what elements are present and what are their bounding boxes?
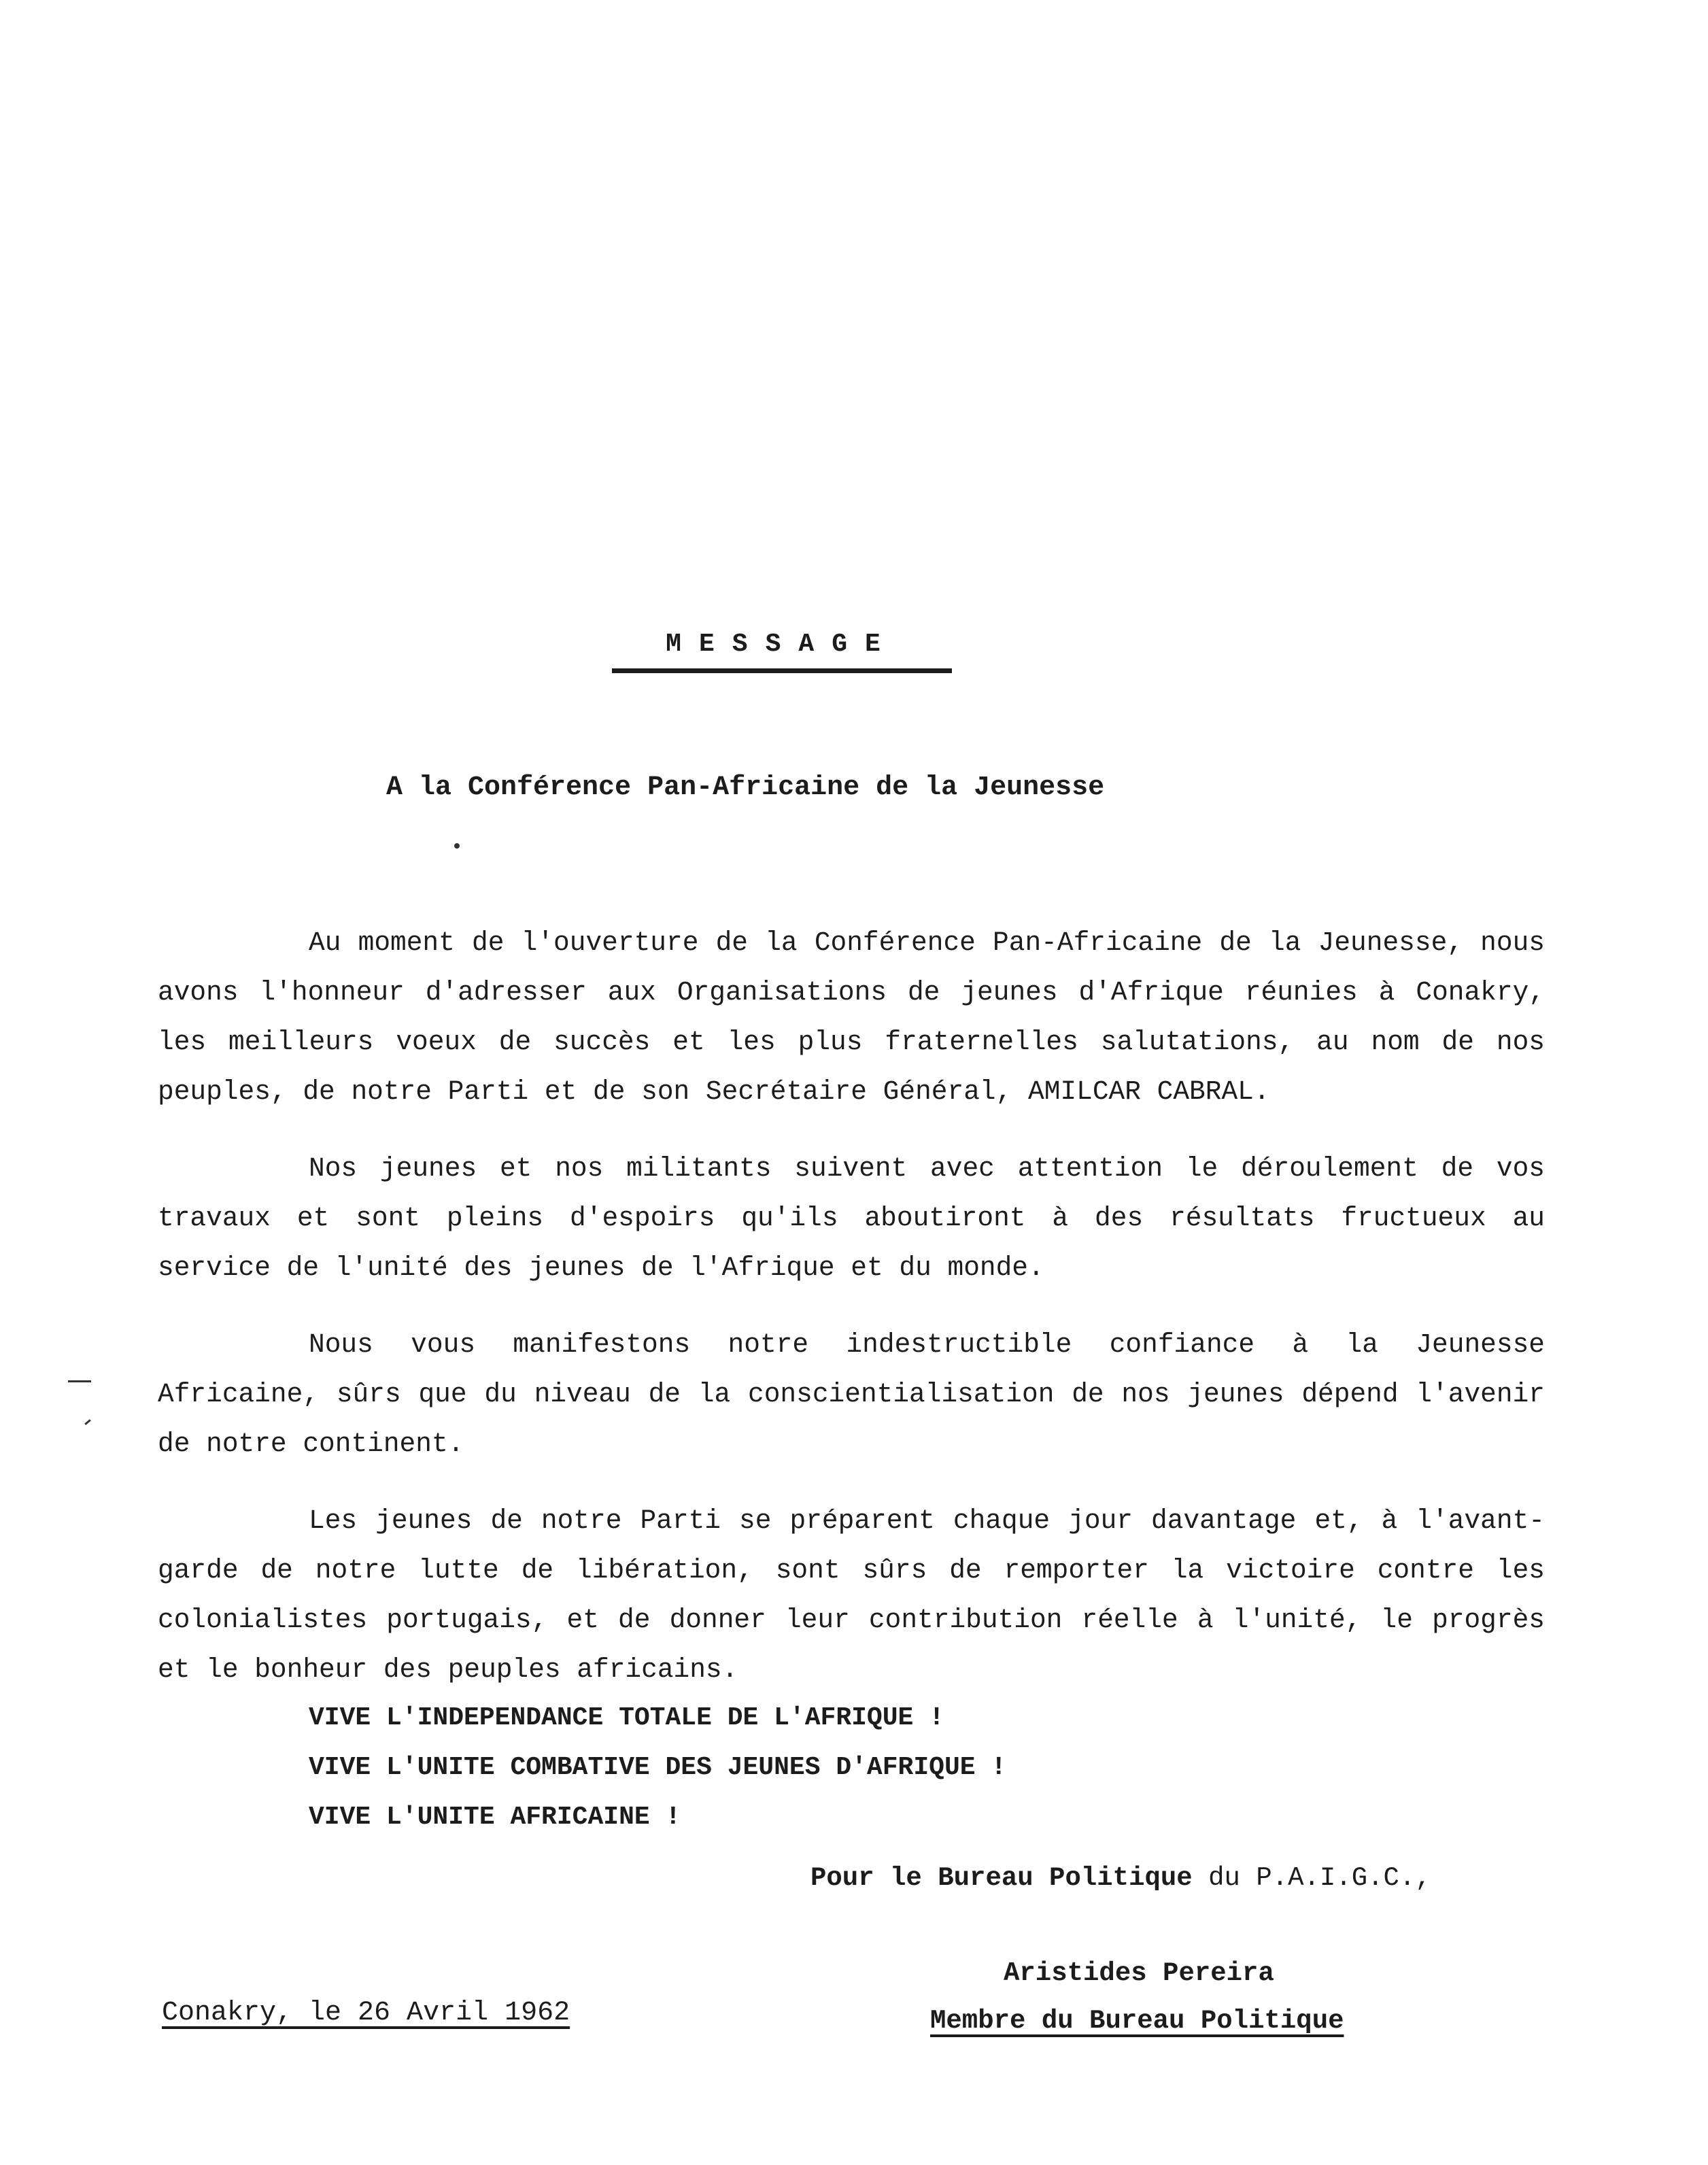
signoff-suffix: du P.A.I.G.C., xyxy=(1192,1863,1431,1893)
ink-speck xyxy=(68,1380,91,1382)
signoff-line xyxy=(810,1863,1431,1893)
slogans-block xyxy=(309,1693,1006,1842)
paragraph-struggle: Les jeunes de notre Parti se préparent chaque jour davantage et, à l'avant-garde de notre lutte de libération, sont sûrs de remporter la victoire contre les colonialistes portugais, et de donner leur contribution réelle à l'unité, le progrès et le bonheur des peuples africains. xyxy=(158,1505,1545,1685)
ink-speck xyxy=(454,843,460,849)
letter-body xyxy=(158,918,1545,1722)
document-title: MESSAGE xyxy=(612,630,952,673)
paragraph-confidence: Nous vous manifestons notre indestructible confiance à la Jeunesse Africaine, sûrs que du niveau de la conscientialisation de nos jeunes dépend l'avenir de notre continent. xyxy=(158,1329,1545,1459)
signer-name: Aristides Pereira xyxy=(1004,1958,1274,1988)
place-date: Conakry, le 26 Avril 1962 xyxy=(162,1998,570,2028)
document-subtitle: A la Conférence Pan-Africaine de la Jeunesse xyxy=(386,772,1105,803)
signer-role: Membre du Bureau Politique xyxy=(930,2006,1344,2036)
paragraph-militants: Nos jeunes et nos militants suivent avec attention le déroulement de vos travaux et sont pleins d'espoirs qu'ils aboutiront à des résultats fructueux au service de l'unité des jeunes de l'Afrique et du monde. xyxy=(158,1153,1545,1283)
slogan-independence: VIVE L'INDEPENDANCE TOTALE DE L'AFRIQUE ! xyxy=(309,1703,944,1733)
paragraph-opening: Au moment de l'ouverture de la Conférence Pan-Africaine de la Jeunesse, nous avons l'honneur d'adresser aux Organisations de jeunes d'Afrique réunies à Conakry, les meilleurs voeux de succès et les plus fraternelles salutations, au nom de nos peuples, de notre Parti et de son Secrétaire Général, AMILCAR CABRAL. xyxy=(158,927,1545,1107)
slogan-african-unity: VIVE L'UNITE AFRICAINE ! xyxy=(309,1803,681,1832)
slogan-youth-unity: VIVE L'UNITE COMBATIVE DES JEUNES D'AFRIQUE ! xyxy=(309,1753,1007,1782)
signoff-prefix: Pour le Bureau Politique xyxy=(810,1863,1193,1893)
ink-speck xyxy=(84,1419,91,1425)
